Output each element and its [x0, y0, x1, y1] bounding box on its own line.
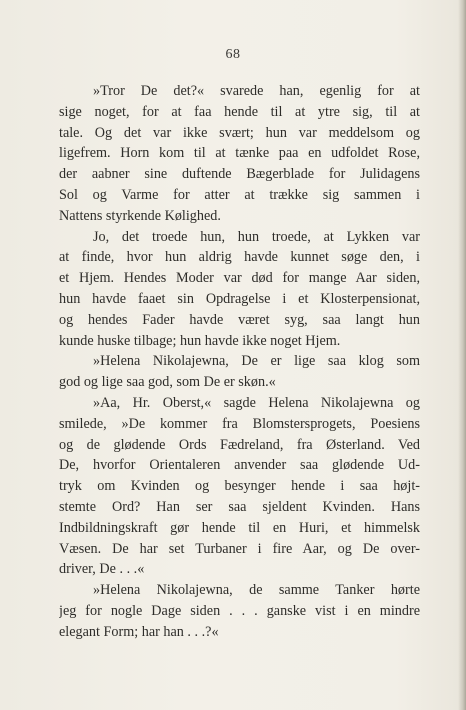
text-line: at finde, hvor hun aldrig havde kunnet søge den, i: [59, 249, 420, 266]
text-line: Indbildningskraft gør hende til en Huri, et himmelsk: [59, 519, 420, 536]
text-line: Væsen. De har set Turbaner i fire Aar, og De over-: [59, 540, 420, 557]
text-line: og de glødende Ords Fædreland, fra Østerland. Ved: [59, 436, 420, 453]
text-line: og hendes Fader havde været syg, saa langt hun: [59, 311, 420, 328]
text-line: tale. Og det var ikke svært; hun var meddelsom og: [59, 124, 420, 141]
text-line: sige noget, for at faa hende til at ytre sig, til at: [59, 103, 420, 120]
text-line: et Hjem. Hendes Moder var død for mange Aar siden,: [59, 270, 420, 287]
text-line: god og lige saa god, som De er skøn.«: [59, 374, 276, 391]
text-line: driver, De . . .«: [59, 561, 145, 578]
text-line: Sol og Varme for atter at trække sig sammen i: [59, 186, 420, 203]
text-line: ligefrem. Horn kom til at tænke paa en udfoldet Rose,: [59, 145, 420, 162]
text-line: stemte Ord? Han ser saa sjeldent Kvinden. Hans: [59, 498, 420, 515]
text-line: Nattens styrkende Kølighed.: [59, 207, 221, 224]
text-line: »Helena Nikolajewna, de samme Tanker hørte: [93, 582, 420, 599]
text-line: kunde huske tilbage; hun havde ikke noget Hjem.: [59, 332, 341, 349]
text-line: hun havde faaet sin Opdragelse i et Klosterpensionat,: [59, 290, 420, 307]
page-number: 68: [225, 47, 241, 62]
text-line: »Aa, Hr. Oberst,« sagde Helena Nikolajewna og: [93, 394, 420, 411]
text-line: Jo, det troede hun, hun troede, at Lykken var: [93, 228, 420, 245]
text-line: »Tror De det?« svarede han, egenlig for at: [93, 83, 420, 99]
body-text: [59, 81, 420, 643]
text-line: der aabner sine duftende Bægerblade for Julidagens: [59, 166, 420, 183]
text-line: De, hvorfor Orientaleren anvender saa glødende Ud-: [59, 457, 420, 474]
text-line: tryk om Kvinden og besynger hende i saa højt-: [59, 478, 420, 495]
text-line: elegant Form; har han . . .?«: [59, 623, 219, 640]
text-line: smilede, »De kommer fra Blomstersprogets, Poesiens: [59, 415, 420, 432]
page-edge-shadow: [458, 0, 466, 710]
text-line: jeg for nogle Dage siden . . . ganske vist i en mindre: [59, 602, 420, 619]
text-line: »Helena Nikolajewna, De er lige saa klog som: [93, 353, 420, 370]
